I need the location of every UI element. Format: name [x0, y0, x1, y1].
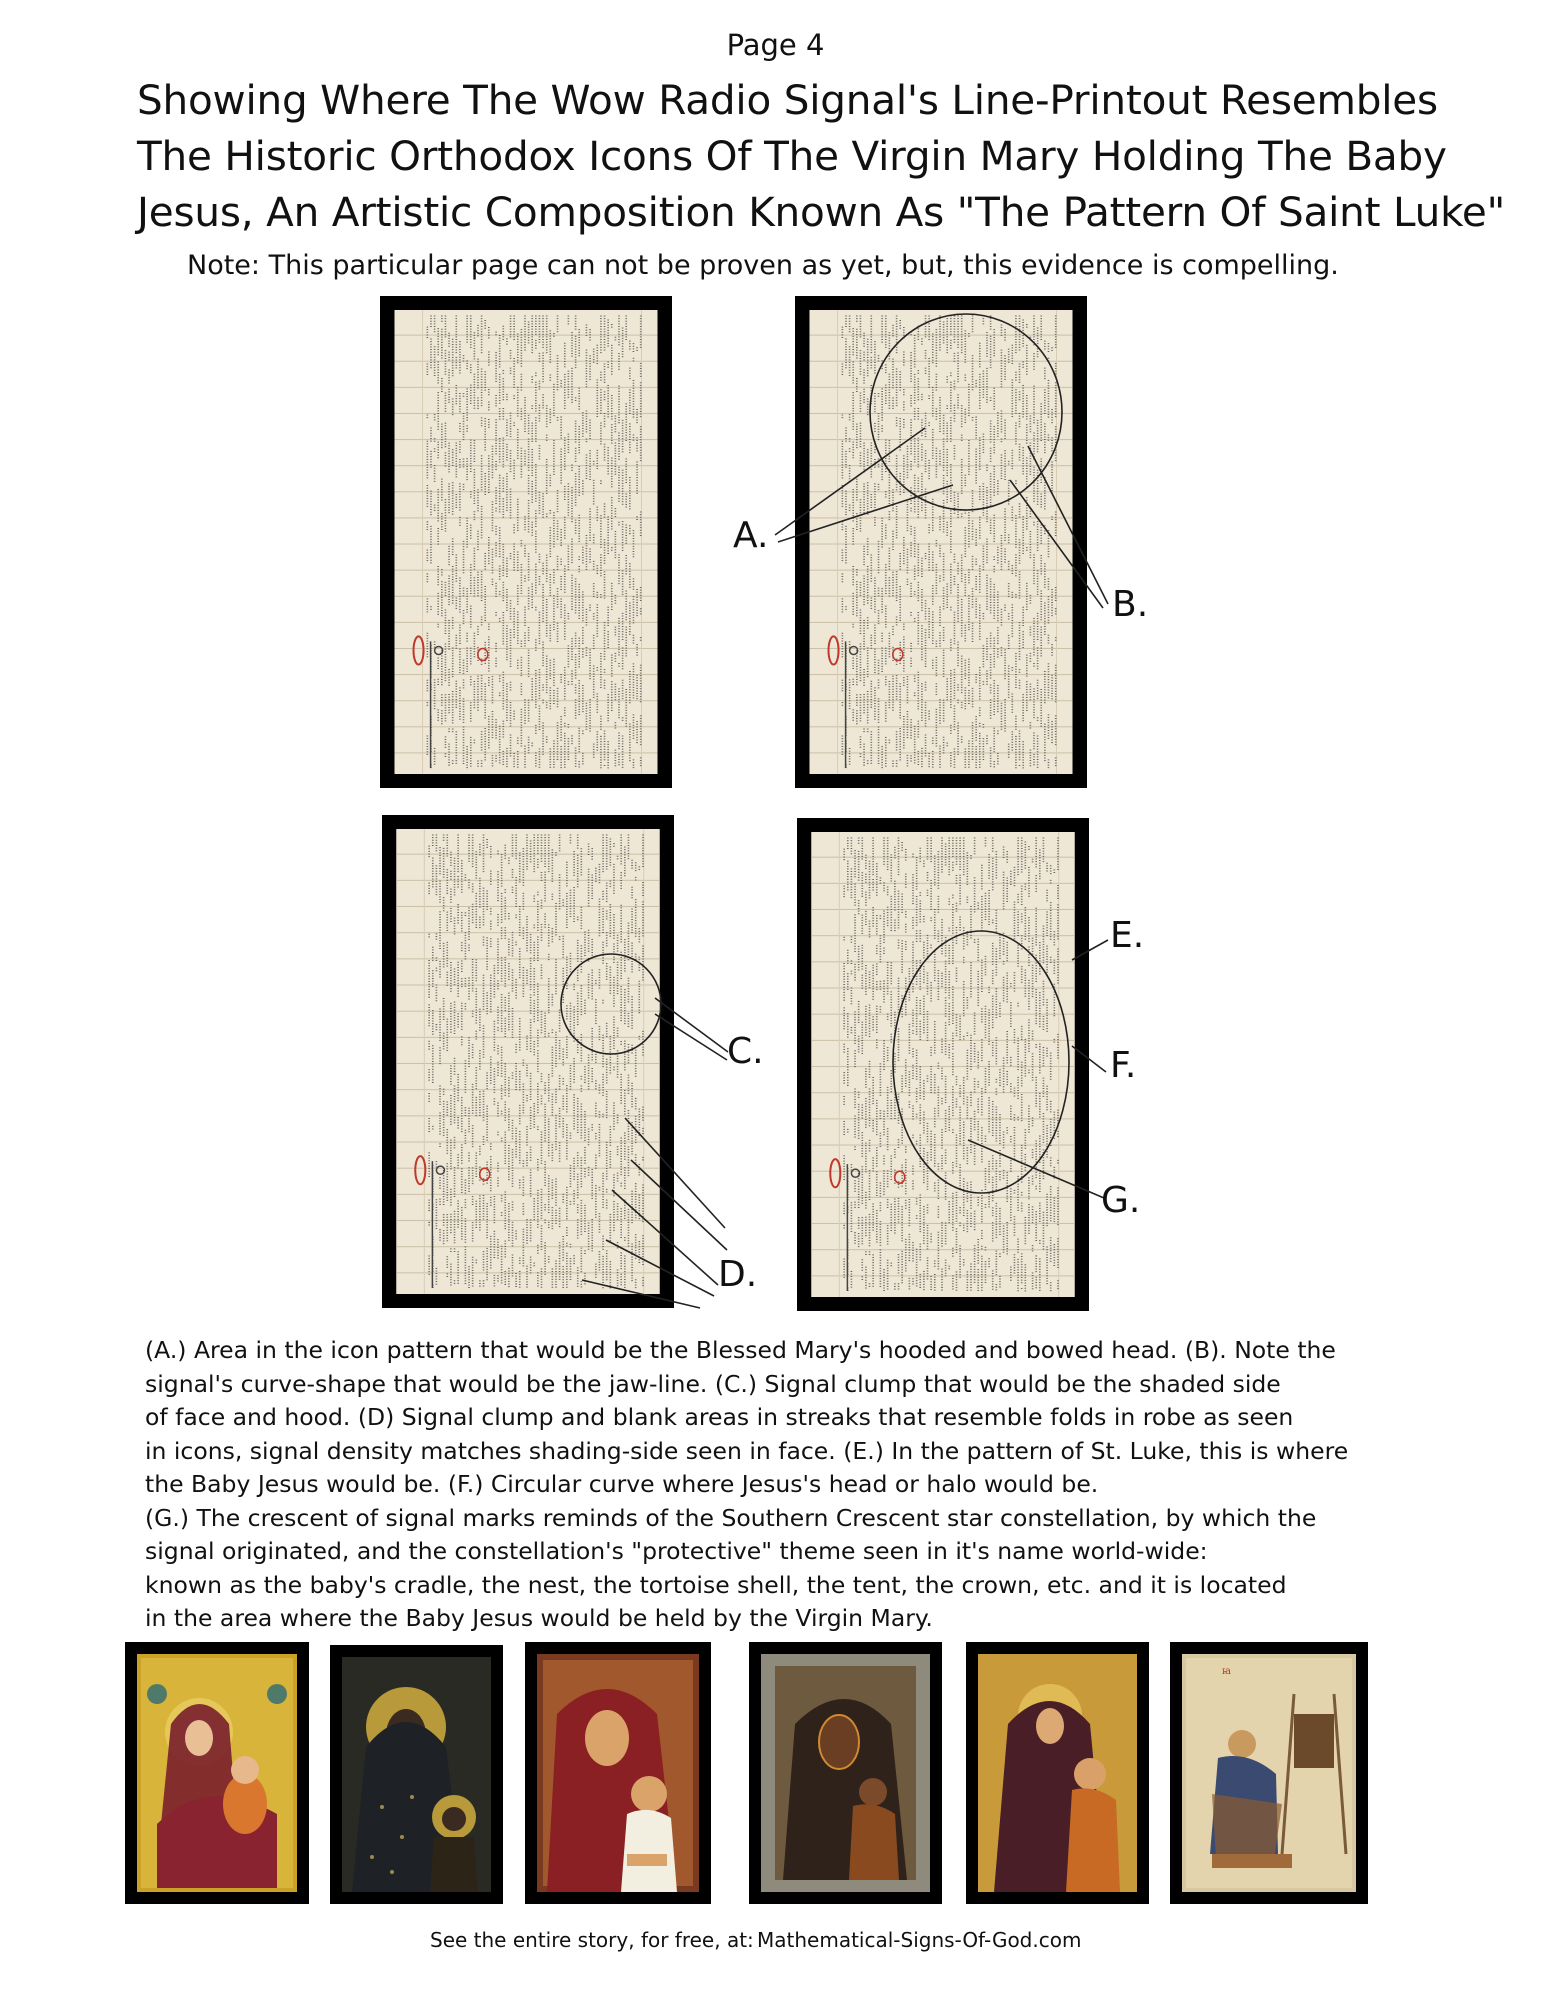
footer-lead-text: See the entire story, for free, at: — [430, 1928, 754, 1952]
caption-line: (A.) Area in the icon pattern that would be the Blessed Mary's hooded and bowed head. (B). Note the — [145, 1336, 1336, 1364]
madonna-icon-image — [761, 1654, 930, 1892]
label-b: B. — [1112, 584, 1149, 625]
printout-panel-bottom-left — [382, 815, 674, 1308]
label-e: E. — [1110, 915, 1145, 956]
printout-panel-bottom-right — [797, 818, 1089, 1311]
footer-website: Mathematical-Signs-Of-God.com — [757, 1928, 1082, 1952]
madonna-icon-image — [342, 1657, 491, 1892]
printout-panel-top-left — [380, 296, 672, 788]
line-printout-image — [809, 310, 1073, 774]
icon-thumbnail-enthroned-madonna — [966, 1642, 1149, 1904]
line-printout-image — [811, 832, 1075, 1297]
label-f: F. — [1110, 1045, 1137, 1086]
caption-line: in icons, signal density matches shading-side seen in face. (E.) In the pattern of St. Luke, this is where — [145, 1436, 1349, 1465]
caption-line: of face and hood. (D) Signal clump and blank areas in streaks that resemble folds in robe as seen — [145, 1403, 1294, 1431]
label-d: D. — [718, 1254, 758, 1295]
caption-line: known as the baby's cradle, the nest, the tortoise shell, the tent, the crown, etc. and it is located — [145, 1570, 1287, 1599]
saint-luke-icon-image — [1182, 1654, 1356, 1892]
caption-line: the Baby Jesus would be. (F.) Circular curve where Jesus's head or halo would be. — [145, 1470, 1099, 1498]
icon-thumbnail-dark-madonna — [749, 1642, 942, 1904]
printout-panel-top-right — [795, 296, 1087, 788]
title-line: The Historic Orthodox Icons Of The Virgin Mary Holding The Baby — [137, 132, 1447, 180]
caption-text — [145, 1334, 1415, 1636]
madonna-icon-image — [137, 1654, 297, 1892]
icon-thumbnail-saint-luke-painting — [1170, 1642, 1368, 1904]
label-a: A. — [733, 515, 769, 556]
madonna-icon-image — [537, 1654, 699, 1892]
label-g: G. — [1101, 1180, 1141, 1221]
label-c: C. — [727, 1031, 764, 1072]
caption-line: signal originated, and the constellation's "protective" theme seen in it's name world-wide: — [145, 1537, 1208, 1565]
note: Note: This particular page can not be proven as yet, but, this evidence is compelling. — [187, 250, 1339, 281]
caption-line: in the area where the Baby Jesus would be held by the Virgin Mary. — [145, 1604, 933, 1632]
svg-text:ꙗ: ꙗ — [1222, 1666, 1231, 1677]
icon-thumbnail-perpetual-help — [125, 1642, 309, 1904]
madonna-icon-image — [978, 1654, 1137, 1892]
line-printout-image — [394, 310, 658, 774]
page-title — [137, 72, 1506, 240]
line-printout-image — [396, 829, 660, 1294]
caption-line: (G.) The crescent of signal marks reminds of the Southern Crescent star constellation, by which the — [145, 1503, 1317, 1532]
title-line: Jesus, An Artistic Composition Known As "The Pattern Of Saint Luke" — [137, 188, 1506, 236]
icon-thumbnail-black-madonna — [330, 1645, 503, 1904]
caption-line: signal's curve-shape that would be the jaw-line. (C.) Signal clump that would be the shaded side — [145, 1369, 1281, 1398]
icon-thumbnail-hodegetria — [525, 1642, 711, 1904]
page-number: Page 4 — [726, 28, 825, 62]
title-line: Showing Where The Wow Radio Signal's Line-Printout Resembles — [137, 76, 1438, 124]
